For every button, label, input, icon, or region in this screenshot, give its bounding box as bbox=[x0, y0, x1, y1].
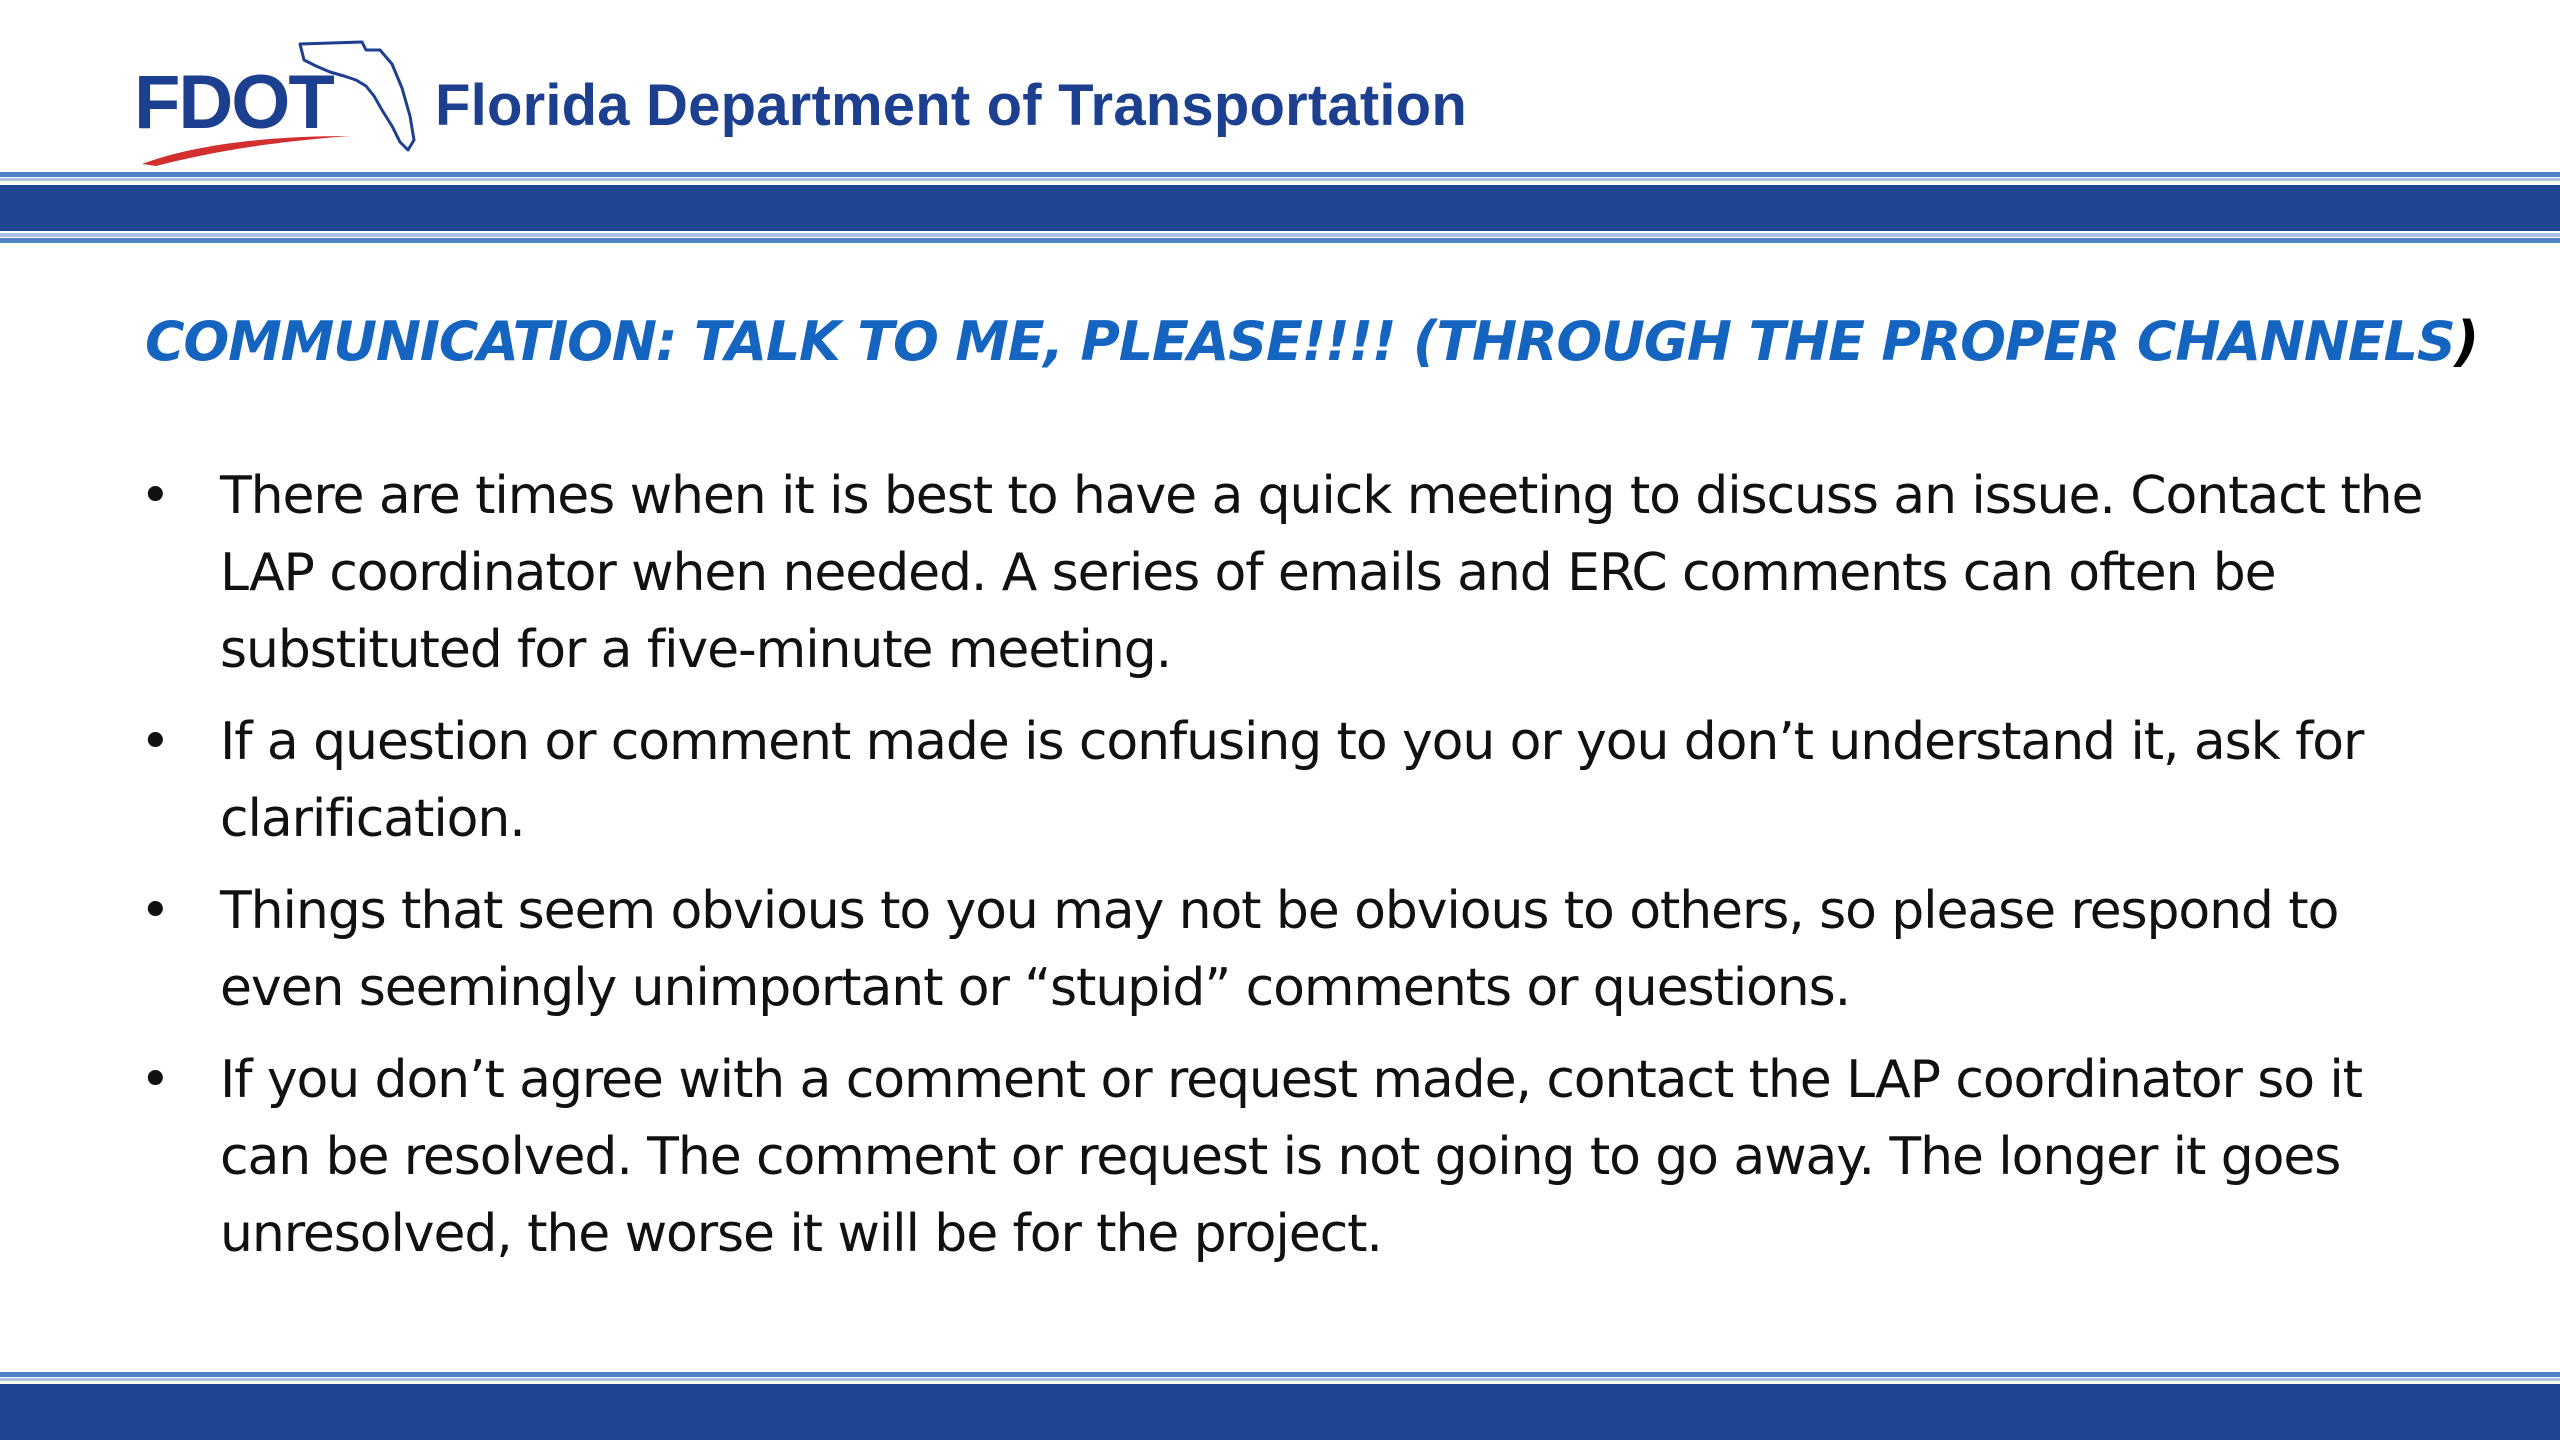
list-item bbox=[140, 704, 2430, 858]
bullet-list bbox=[140, 458, 2430, 1288]
list-item bbox=[140, 873, 2430, 1027]
bullet-icon: • bbox=[140, 466, 170, 526]
bullet-text: If you don’t agree with a comment or request made, contact the LAP coordinator so it can be resolved. The comment or request is not going to go away. The longer it goes unresolved, the worse it will be for the project. bbox=[220, 1050, 2362, 1264]
list-item bbox=[140, 1042, 2430, 1273]
header-band bbox=[0, 185, 2560, 231]
bullet-text: If a question or comment made is confusing to you or you don’t understand it, ask for clarification. bbox=[220, 712, 2364, 849]
header-band-line bbox=[0, 172, 2560, 177]
org-name: Florida Department of Transportation bbox=[435, 73, 1467, 138]
header-band-line bbox=[0, 233, 2560, 237]
bullet-icon: • bbox=[140, 1050, 170, 1110]
slide-title bbox=[145, 310, 2478, 373]
footer-band-line bbox=[0, 1372, 2560, 1377]
fdot-logo-graphic bbox=[130, 36, 420, 166]
slide-title-text: COMMUNICATION: TALK TO ME, PLEASE!!!! (THROUGH THE PROPER CHANNELS bbox=[145, 310, 2455, 373]
fdot-logo bbox=[130, 36, 420, 166]
bullet-icon: • bbox=[140, 881, 170, 941]
logo-text: FDOT bbox=[134, 60, 333, 145]
header-band-line bbox=[0, 238, 2560, 243]
slide-title-close-paren: ) bbox=[2454, 310, 2478, 373]
slide-header bbox=[0, 0, 2560, 260]
header-band-line bbox=[0, 178, 2560, 181]
list-item bbox=[140, 458, 2430, 689]
bullet-text: There are times when it is best to have a quick meeting to discuss an issue. Contact the LAP coordinator when needed. A series of emails and ERC comments can often be substituted for a five-minute meeting. bbox=[220, 466, 2423, 680]
footer-band-line bbox=[0, 1378, 2560, 1381]
bullet-text: Things that seem obvious to you may not be obvious to others, so please respond to even seemingly unimportant or “stupid” comments or questions. bbox=[220, 881, 2339, 1018]
bullet-icon: • bbox=[140, 712, 170, 772]
footer-band bbox=[0, 1384, 2560, 1440]
